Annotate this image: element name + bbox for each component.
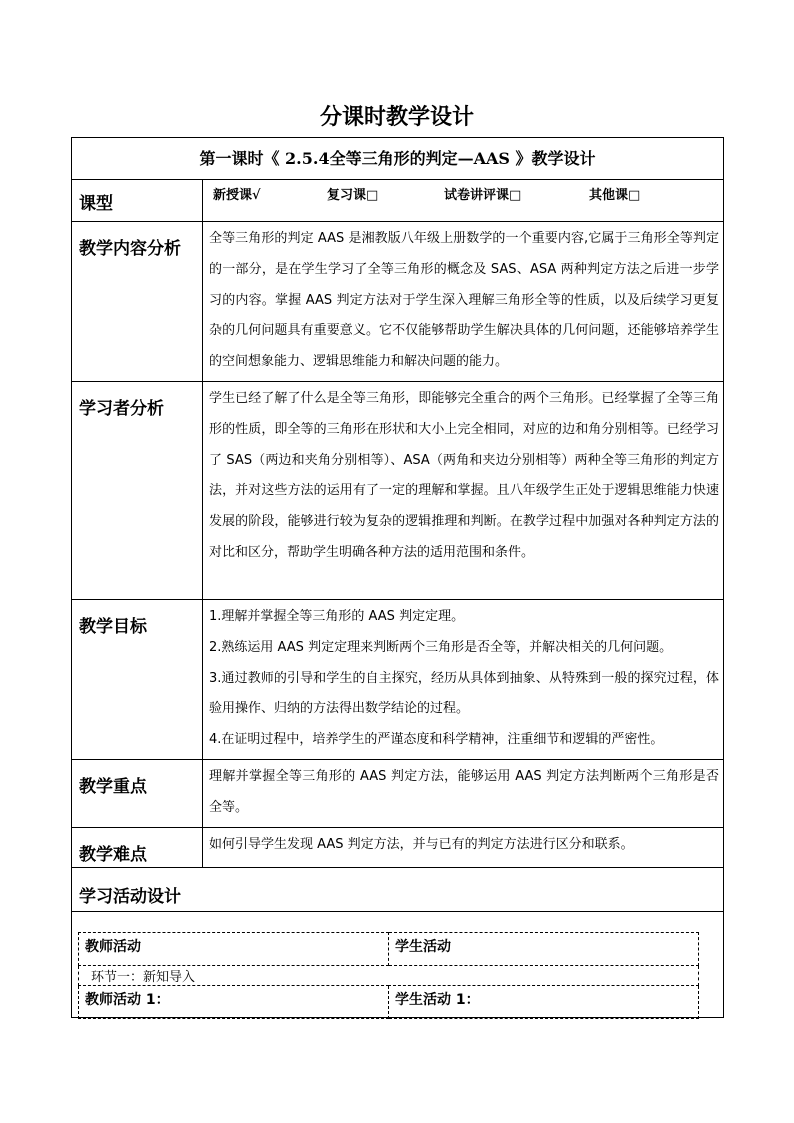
option-other-lesson: 其他课□ [589, 188, 641, 203]
page-title: 分课时教学设计 [319, 104, 474, 130]
option-test-review-lesson: 试卷讲评课□ [444, 188, 522, 203]
activity-design-title: 学习活动设计 [72, 867, 724, 911]
teacher-activity-header: 教师活动 [79, 932, 389, 965]
learner-analysis-label: 学习者分析 [72, 381, 203, 599]
student-activity-header: 学生活动 [389, 932, 699, 965]
option-new-lesson: 新授课√ [213, 188, 261, 203]
difficulties-label: 教学难点 [72, 827, 203, 867]
student-activity-1: 学生活动 1： [389, 985, 699, 1018]
difficulties-text: 如何引导学生发现 AAS 判定方法，并与已有的判定方法进行区分和联系。 [203, 827, 724, 867]
objective-item: 3.通过教师的引导和学生的自主探究，经历从具体到抽象、从特殊到一般的探究过程，体验用操作、归纳的方法得出数学结论的过程。 [209, 670, 720, 717]
activity-table [78, 932, 699, 1019]
objective-item: 4.在证明过程中，培养学生的严谨态度和科学精神，注重细节和逻辑的严密性。 [209, 732, 664, 748]
step-title: 环节一：新知导入 [79, 965, 699, 985]
learner-analysis-text: 学生已经了解了什么是全等三角形，即能够完全重合的两个三角形。已经掌握了全等三角形的性质，即全等的三角形在形状和大小上完全相同，对应的边和角分别相等。已经学习了 SAS（两边和夹角分别相等）、ASA（两角和夹边分别相等）两种全等三角形的判定方法，并对这些方法的运用有了一定的理解和掌握。且八年级学生正处于逻辑思维能力快速发展的阶段，能够进行较为复杂的逻辑推理和判断。在教学过程中加强对各种判定方法的对比和区分，帮助学生明确各种方法的适用范围和条件。 [203, 381, 724, 599]
key-points-label: 教学重点 [72, 759, 203, 827]
option-review-lesson: 复习课□ [327, 188, 379, 203]
content-analysis-label: 教学内容分析 [72, 222, 203, 382]
teacher-activity-1: 教师活动 1： [79, 985, 389, 1018]
objective-item: 1.理解并掌握全等三角形的 AAS 判定定理。 [209, 608, 465, 624]
objective-item: 2.熟练运用 AAS 判定定理来判断两个三角形是否全等，并解决相关的几何问题。 [209, 639, 673, 655]
key-points-text: 理解并掌握全等三角形的 AAS 判定方法，能够运用 AAS 判定方法判断两个三角形是否全等。 [203, 759, 724, 827]
lesson-type-options [203, 180, 724, 222]
content-analysis-text: 全等三角形的判定 AAS 是湘教版八年级上册数学的一个重要内容,它属于三角形全等判定的一部分，是在学生学习了全等三角形的概念及 SAS、ASA 两种判定方法之后进一步学习的内容。掌握 AAS 判定方法对于学生深入理解三角形全等的性质，以及后续学习更复杂的几何问题具有重要意义。它不仅能够帮助学生解决具体的几何问题，还能够培养学生的空间想象能力、逻辑思维能力和解决问题的能力。 [203, 222, 724, 382]
lesson-title: 第一课时《 2.5.4全等三角形的判定—AAS 》教学设计 [72, 138, 724, 180]
lesson-type-label: 课型 [72, 180, 203, 222]
lesson-plan-table [71, 137, 724, 1018]
activity-design-section [72, 911, 724, 1017]
objectives-list [203, 599, 724, 759]
objectives-label: 教学目标 [72, 599, 203, 759]
